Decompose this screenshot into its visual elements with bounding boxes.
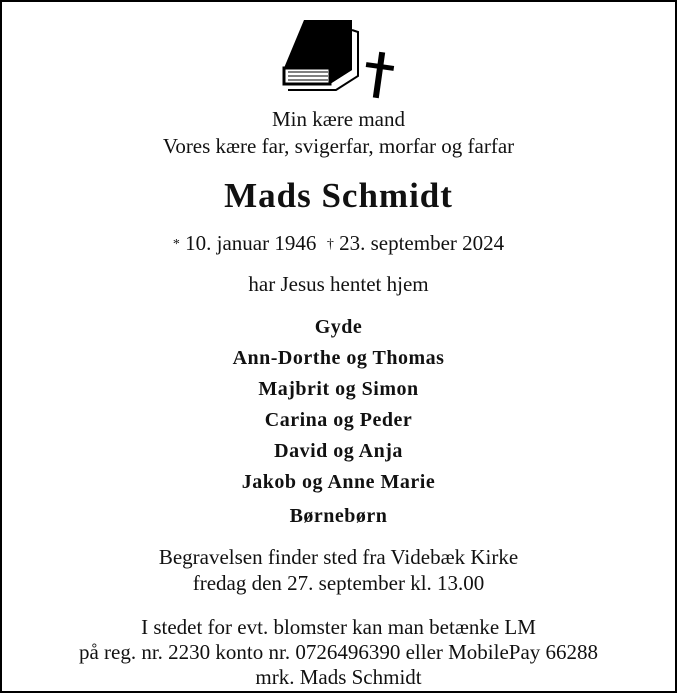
family-member: Jakob og Anne Marie (241, 471, 436, 493)
death-symbol: † (326, 237, 334, 252)
memorial-line-1: I stedet for evt. blomster kan man betænke LM (141, 615, 536, 639)
family-member: Carina og Peder (264, 409, 413, 431)
family-member: Gyde (314, 316, 363, 338)
bible-icon (284, 20, 358, 90)
family-member: David og Anja (274, 440, 403, 462)
memorial-line-3: mrk. Mads Schmidt (255, 665, 422, 689)
passing-phrase: har Jesus hentet hjem (248, 272, 429, 296)
birth-symbol: * (172, 237, 180, 252)
deceased-name: Mads Schmidt (224, 176, 453, 215)
birth-date: 10. januar 1946 (185, 231, 317, 255)
service-time: fredag den 27. september kl. 13.00 (192, 571, 485, 595)
memorial-line-2: på reg. nr. 2230 konto nr. 0726496390 eller MobilePay 66288 (78, 640, 599, 664)
service-location: Begravelsen finder sted fra Videbæk Kirke (158, 545, 519, 569)
greeting-line-1: Min kære mand (272, 107, 405, 131)
death-date: 23. september 2024 (339, 231, 505, 255)
life-dates (2, 231, 675, 256)
bible-cross-icon (280, 18, 402, 102)
family-member: Børnebørn (289, 505, 388, 527)
family-member: Ann-Dorthe og Thomas (232, 347, 445, 369)
greeting-line-2: Vores kære far, svigerfar, morfar og farfar (162, 134, 515, 158)
cross-icon (366, 52, 394, 98)
family-member: Majbrit og Simon (258, 378, 419, 400)
